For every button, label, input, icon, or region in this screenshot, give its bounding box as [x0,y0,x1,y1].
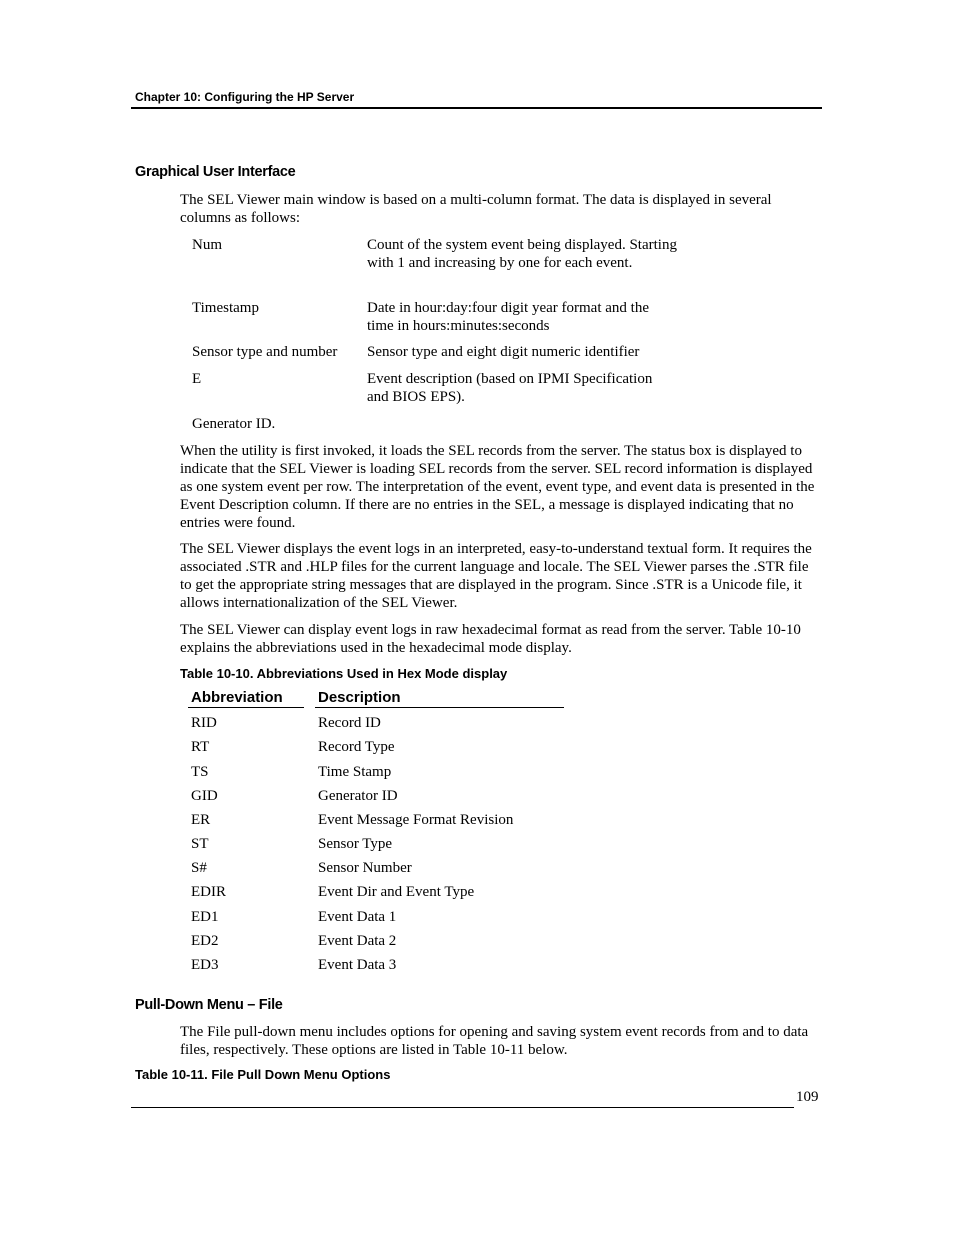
description-cell: Sensor Number [318,860,412,876]
description-cell: Event Data 1 [318,909,397,925]
abbreviation-cell: ED2 [191,933,219,949]
format-desc: Event description (based on IPMI Specification and BIOS EPS). [367,371,653,405]
table-header-abbreviation: Abbreviation [191,689,283,706]
description-cell: Time Stamp [318,764,392,780]
table-row [191,739,571,763]
format-desc: Date in hour:day:four digit year format and the time in hours:minutes:seconds [367,300,649,334]
table-row [191,788,571,812]
section-title-file-menu: Pull-Down Menu – File [135,997,283,1013]
description-cell: Event Data 2 [318,933,397,949]
table-row [191,909,571,933]
table-row [191,715,571,739]
table-header-rule [315,707,564,708]
abbreviation-cell: ER [191,812,211,828]
format-term: E [192,371,202,387]
description-cell: Record Type [318,739,395,755]
section-title-gui: Graphical User Interface [135,164,296,180]
description-cell: Sensor Type [318,836,393,852]
format-item-num [192,236,692,296]
table-row [191,933,571,957]
gui-paragraph-1: When the utility is first invoked, it loads the SEL records from the server. The status box is displayed to indicate that the SEL Viewer is loading SEL records from the server. SEL record information is displayed as one system event per row. The interpretation of the event, event type, and event data is presented in the Event Description column. If there are no entries in the SEL, a message is displayed indicating that no entries were found. [180,443,815,531]
gui-intro-paragraph: The SEL Viewer main window is based on a multi-column format. The data is displayed in several columns as follows: [180,192,772,226]
gui-paragraph-2: The SEL Viewer displays the event logs in an interpreted, easy-to-understand textual form. It requires the associated .STR and .HLP files for the current language and locale. The SEL Viewer parses the .STR file to get the appropriate string messages that are displayed in the program. Since .STR is a Unicode file, it allows internationalization of the SEL Viewer. [180,541,812,611]
abbreviation-cell: TS [191,764,209,780]
table-row [191,884,571,908]
format-desc: Sensor type and eight digit numeric identifier [367,344,640,360]
header-rule [131,107,822,109]
table-10-11-caption: Table 10-11. File Pull Down Menu Options [135,1067,391,1082]
abbreviation-cell: S# [191,860,207,876]
format-item-generator [192,415,692,435]
table-row [191,957,571,981]
table-header-description: Description [318,689,401,706]
format-item-e [192,370,692,410]
format-term: Generator ID. [192,416,276,432]
format-desc: Count of the system event being displayed. Starting with 1 and increasing by one for each event. [367,237,677,271]
table-10-10-caption: Table 10-10. Abbreviations Used in Hex Mode display [180,666,508,681]
abbreviation-cell: ST [191,836,209,852]
table-row [191,764,571,788]
abbreviation-cell: ED3 [191,957,219,973]
description-cell: Event Message Format Revision [318,812,514,828]
table-header-rule [188,707,304,708]
gui-paragraph-3: The SEL Viewer can display event logs in raw hexadecimal format as read from the server. Table 10-10 explains the abbreviations used in the hexadecimal mode display. [180,622,801,656]
table-row [191,836,571,860]
format-term: Num [192,237,222,253]
format-term: Sensor type and number [192,344,338,360]
file-menu-paragraph: The File pull-down menu includes options for opening and saving system event records from and to data files, respectively. These options are listed in Table 10-11 below. [180,1024,809,1058]
abbreviation-cell: RID [191,715,217,731]
format-item-timestamp [192,299,692,339]
footer-rule [131,1107,794,1108]
table-row [191,812,571,836]
abbreviation-cell: ED1 [191,909,219,925]
abbreviation-cell: GID [191,788,218,804]
running-head: Chapter 10: Configuring the HP Server [135,90,355,104]
description-cell: Event Data 3 [318,957,397,973]
description-cell: Event Dir and Event Type [318,884,475,900]
table-row [191,860,571,884]
abbreviation-cell: RT [191,739,210,755]
page-number: 109 [796,1089,819,1105]
description-cell: Record ID [318,715,381,731]
description-cell: Generator ID [318,788,398,804]
format-item-sensor [192,343,692,363]
abbreviation-cell: EDIR [191,884,226,900]
format-term: Timestamp [192,300,259,316]
